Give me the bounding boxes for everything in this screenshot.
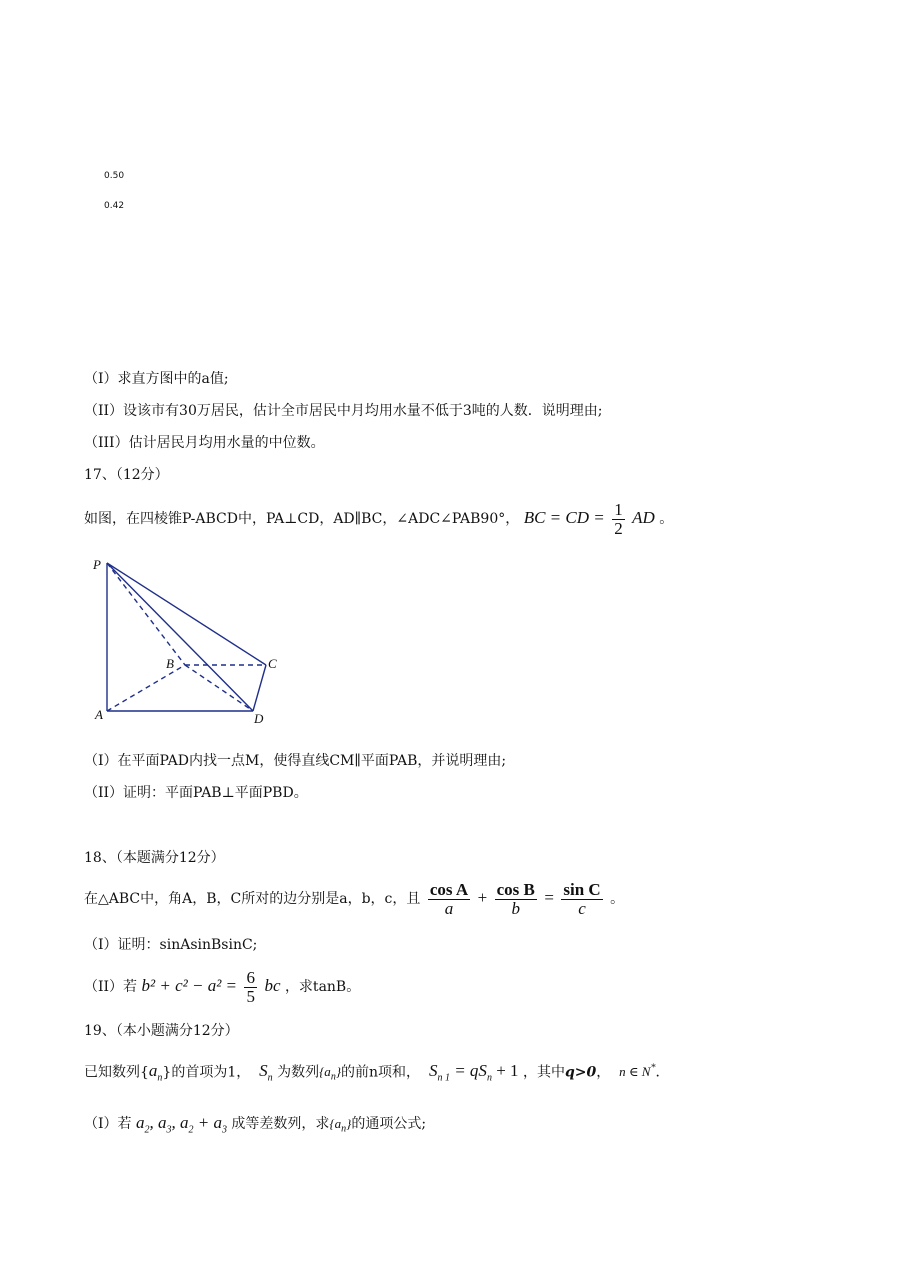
q17-intro-line	[84, 500, 673, 538]
q18-frac-cosB	[495, 881, 537, 918]
q17-intro-end: 。	[659, 511, 674, 527]
q18-frac3-num: sin C	[563, 879, 601, 899]
q17-formula-rhs: AD	[632, 508, 655, 527]
q19-sn	[259, 1061, 273, 1084]
q18-part2-line	[84, 966, 360, 1007]
q18-part2-frac	[244, 969, 257, 1006]
q18-intro-text: 在△ABC中，角A，B，C所对的边分别是a，b，c，且	[84, 891, 421, 907]
q16-part2: （II）设该市有30万居民，估计全市居民中月均用水量不低于3吨的人数．说明理由;	[84, 403, 603, 419]
q19-text2: }的首项为1，	[162, 1064, 251, 1081]
q19-an-base: a	[148, 1061, 158, 1081]
q16-part3: （III）估计居民月均用水量的中位数。	[84, 435, 325, 451]
q17-part2: （II）证明：平面PAB⊥平面PBD。	[84, 785, 308, 801]
q19-text6: ，	[596, 1064, 611, 1081]
q17-fraction-den: 2	[614, 518, 623, 538]
edge-PB	[107, 563, 185, 665]
q19-n-sup: *	[650, 1063, 656, 1074]
q19-rec-base: S	[428, 1061, 438, 1081]
q19-part1-set-sub: n	[341, 1123, 347, 1135]
q19-text3: 为数列	[277, 1064, 320, 1081]
q18-heading: 18、（本题满分12分）	[84, 850, 225, 866]
q18-part2-num: 6	[246, 967, 255, 987]
edge-AB	[107, 665, 185, 711]
q19-set-an	[319, 1064, 342, 1083]
q19-sn-sub: n	[267, 1072, 273, 1084]
q18-intro-end: 。	[610, 891, 625, 907]
q18-part2-den: 5	[246, 986, 255, 1006]
q17-fraction-num: 1	[614, 499, 623, 519]
q18-frac3-den: c	[578, 898, 586, 918]
hist-tick-050: 0.50	[104, 171, 125, 181]
q18-frac2-den: b	[511, 898, 520, 918]
q18-plus: +	[477, 888, 488, 907]
q19-part1-line	[84, 1106, 426, 1147]
q19-n-domain	[619, 1064, 655, 1079]
pyramid-figure	[90, 555, 290, 730]
q19-q-cond: q>0	[564, 1064, 597, 1081]
q19-part1-set-close: }	[346, 1116, 352, 1131]
q18-intro-line	[84, 878, 624, 919]
q19-an-sub: n	[157, 1072, 163, 1084]
q19-set-an-base: {a	[319, 1064, 331, 1080]
label-D: D	[254, 711, 264, 726]
q19-intro-line	[84, 1052, 669, 1096]
q18-part2-bc: bc	[264, 976, 281, 995]
q19-rec-rhs: = qS	[454, 1061, 487, 1081]
q18-frac1-num: cos A	[429, 879, 469, 899]
q18-frac-sinC	[561, 881, 602, 918]
q18-part2-pre: （II）若	[84, 979, 138, 995]
q18-frac1-den: a	[444, 898, 454, 918]
q19-rec-sub: n 1	[437, 1072, 450, 1084]
q18-part2-expr: b² + c² − a² =	[141, 976, 238, 995]
hist-tick-042: 0.42	[104, 201, 125, 211]
q19-text7: ．	[655, 1064, 670, 1081]
q18-equals: =	[544, 888, 554, 907]
q19-part1-pre: （Ⅰ）若	[84, 1116, 132, 1132]
q19-text4: 的前n项和，	[341, 1064, 421, 1081]
label-A: A	[95, 707, 103, 722]
q17-heading: 17、（12分）	[84, 467, 169, 483]
edge-PC	[107, 563, 266, 665]
q17-intro-text: 如图，在四棱锥P-ABCD中，PA⊥CD，AD∥BC，∠ADC∠PAB90°，	[84, 511, 520, 527]
q16-part1: （I）求直方图中的a值;	[84, 371, 229, 387]
q19-text1: 已知数列{	[84, 1064, 149, 1081]
q19-heading: 19、（本小题满分12分）	[84, 1023, 239, 1039]
q19-rec-plus: + 1	[496, 1061, 519, 1081]
q19-part1-set	[329, 1116, 352, 1135]
q19-rec-rhs-sub: n	[486, 1072, 492, 1084]
q19-part1-set-base: {a	[329, 1116, 342, 1131]
q18-part2-post: ，求tanB。	[284, 979, 361, 995]
q19-recurrence	[428, 1061, 519, 1084]
q19-an	[148, 1061, 163, 1084]
edge-CD	[253, 665, 266, 711]
q17-part1: （I）在平面PAD内找一点M，使得直线CM∥平面PAB，并说明理由;	[84, 753, 507, 769]
q17-formula-lhs: BC = CD =	[523, 508, 605, 527]
edge-PD	[107, 563, 253, 711]
q18-frac-cosA	[428, 881, 470, 918]
q17-formula-fraction	[612, 501, 625, 538]
label-P: P	[93, 557, 101, 572]
label-C: C	[268, 656, 277, 671]
q18-frac2-num: cos B	[496, 879, 535, 899]
q19-part1-seq: $a_2$, $a_3$, $a_2 + a_3$	[135, 1113, 227, 1136]
q19-text5: ，其中	[522, 1064, 565, 1081]
q19-n-in: n ∈ N	[619, 1064, 651, 1080]
q18-part1: （I）证明：sinAsinBsinC;	[84, 937, 258, 953]
q19-part1-mid: 成等差数列，求	[231, 1116, 330, 1132]
q19-set-an-close: }	[335, 1064, 342, 1080]
q19-set-an-sub: n	[330, 1071, 336, 1083]
q19-sn-base: S	[259, 1061, 268, 1081]
label-B: B	[166, 656, 174, 671]
edge-BD	[185, 665, 253, 711]
q19-part1-post: 的通项公式;	[351, 1116, 427, 1132]
